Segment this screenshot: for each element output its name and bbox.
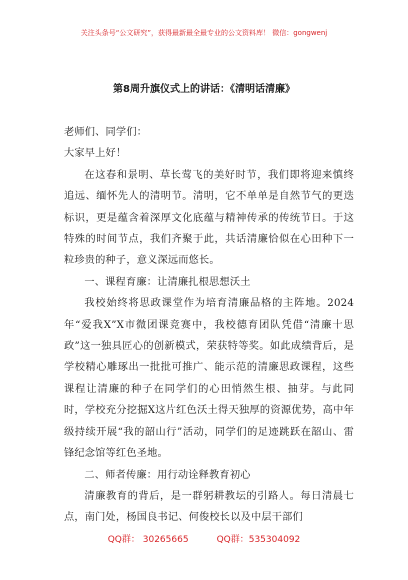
document-body	[64, 122, 354, 529]
document-title: 第8周升旗仪式上的讲话：《清明话清廉》	[113, 84, 295, 95]
salutation: 老师们、同学们：	[64, 127, 148, 138]
header-banner: 关注头条号“公文研究”，获得最新最全最专业的公文资料库！ 微信：gongwenj	[80, 29, 328, 37]
body-paragraph: 我校始终将思政课堂作为培育清廉品格的主阵地。2024年“爱我X”X市微团课竞赛中，我校德育团队凭借“清廉十思政”这一独具匠心的创新模式，荣获特等奖。如此成绩背后，是学校精心雕琢出一批批可推广、能示范的清廉思政课程，这些课程让清廉的种子在同学们的心田悄然生根、抽芽。与此同时，学校充分挖掘X这片红色沃土得天独厚的资源优势，高中年级持续开展“我的韶山行”活动，同学们的足迹跳跃在韶山、雷锋纪念馆等红色圣地。	[64, 298, 354, 460]
body-paragraph: 在这春和景明、草长莺飞的美好时节，我们即将迎来慎终追远、缅怀先人的清明节。清明，它不单单是自然节气的更迭标识，更是蕴含着深厚文化底蕴与精神传承的传统节日。于这特殊的时间节点，我们齐聚于此，共话清廉恰似在心田种下一粒珍贵的种子，意义深远而悠长。	[64, 169, 354, 267]
section-heading: 二、师者传廉：用行动诠释教育初心	[84, 469, 251, 481]
greeting: 大家早上好！	[64, 148, 127, 160]
footer-qq-group-2: QQ群：535304092	[216, 535, 301, 545]
footer	[0, 532, 408, 545]
footer-qq-group-1: QQ群： 30265665	[107, 535, 189, 545]
section-heading: 一、课程育廉：让清廉扎根思想沃土	[84, 276, 251, 288]
body-paragraph: 清廉教育的背后，是一群躬耕教坛的引路人。每日清晨七点，南门处，杨国良书记、何俊校长以及中层干部们	[64, 490, 354, 524]
